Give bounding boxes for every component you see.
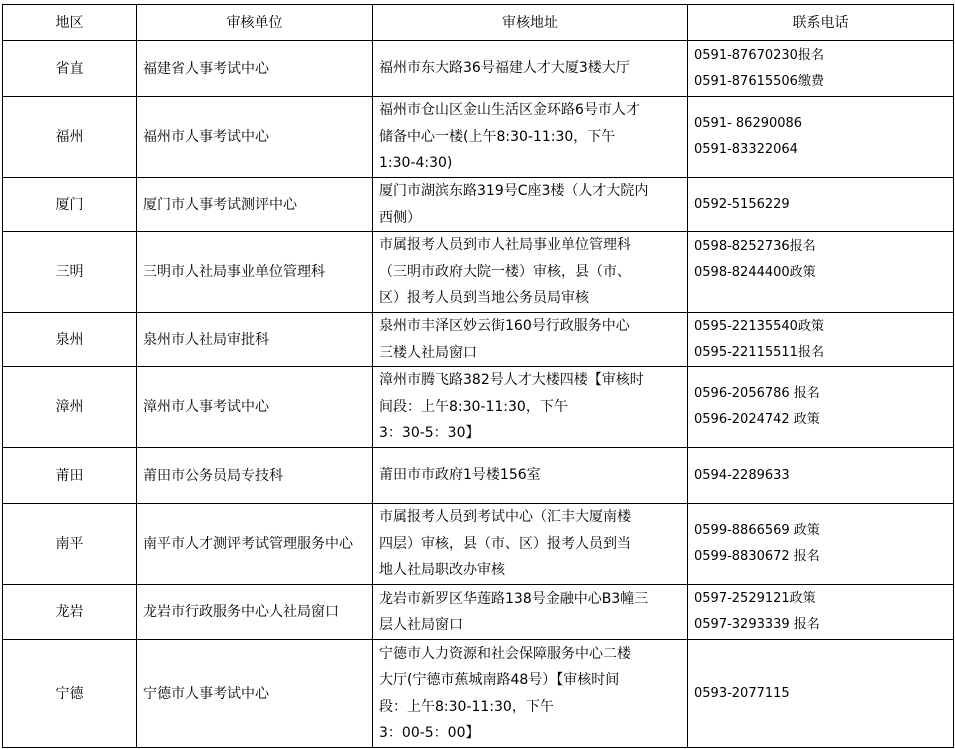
- unit-cell: [137, 504, 373, 585]
- review-contact-table: [2, 4, 954, 748]
- table-row: [3, 313, 954, 367]
- address-line: 福州市东大路36号福建人才大厦3楼大厅: [379, 60, 630, 77]
- address-line: 宁德市人力资源和社会保障服务中心二楼: [379, 645, 631, 662]
- unit-cell: 龙岩市行政服务中心人社局窗口: [137, 585, 373, 640]
- header-region: 地区: [3, 5, 137, 41]
- unit-cell: 泉州市人社局审批科: [137, 313, 373, 367]
- region-cell: 龙岩: [3, 585, 137, 640]
- address-line: 福州市仓山区金山生活区金环路6号市人才: [379, 102, 640, 119]
- phone-line: 0591- 86290086: [694, 116, 803, 131]
- address-line: 储备中心一楼(上午8:30-11:30，下午: [379, 128, 616, 145]
- region-cell: 南平: [3, 504, 137, 585]
- address-line: 层人社局窗口: [379, 617, 463, 633]
- table-row: [3, 448, 954, 504]
- phone-cell: [688, 448, 954, 504]
- phone-line: 0597-2529121政策: [694, 591, 816, 606]
- address-cell: [373, 585, 688, 640]
- address-line: 3：00-5：00】: [379, 725, 480, 741]
- unit-cell: 莆田市公务员局专技科: [137, 448, 373, 504]
- address-cell: [373, 367, 688, 448]
- phone-cell: [688, 313, 954, 367]
- address-line: 市属报考人员到考试中心（汇丰大厦南楼: [379, 509, 631, 526]
- table-row: [3, 367, 954, 448]
- address-line: 泉州市丰泽区妙云街160号行政服务中心: [379, 318, 630, 334]
- phone-line: 0595-22115511报名: [694, 344, 824, 360]
- address-line: 厦门市湖滨东路319号C座3楼（人才大院内: [379, 183, 649, 199]
- address-line: 段：上午8:30-11:30，下午: [379, 698, 554, 715]
- table-header-row: [3, 5, 954, 41]
- address-line: 1:30-4:30): [379, 155, 453, 172]
- header-phone: 联系电话: [688, 5, 954, 41]
- phone-cell: [688, 640, 954, 748]
- address-line: 三楼人社局窗口: [379, 344, 477, 361]
- phone-line: 0591-83322064: [694, 142, 798, 157]
- unit-cell: 三明市人社局事业单位管理科: [137, 232, 373, 313]
- region-cell: 漳州: [3, 367, 137, 448]
- phone-line: 0596-2056786 报名: [694, 386, 820, 401]
- phone-line: 0594-2289633: [694, 467, 790, 483]
- region-cell: 福州: [3, 97, 137, 178]
- address-line: 市属报考人员到市人社局事业单位管理科: [379, 237, 631, 254]
- address-line: 龙岩市新罗区华莲路138号金融中心B3幢三: [379, 590, 649, 607]
- phone-cell: [688, 41, 954, 97]
- unit-cell: 福州市人事考试中心: [137, 97, 373, 178]
- phone-cell: [688, 232, 954, 313]
- header-unit: 审核单位: [137, 5, 373, 41]
- phone-line: 0599-8866569 政策: [694, 523, 820, 538]
- phone-line: 0591-87615506缴费: [694, 73, 824, 89]
- region-cell: 宁德: [3, 640, 137, 748]
- address-line: 区）报考人员到当地公务员局审核: [379, 290, 589, 307]
- address-cell: [373, 41, 688, 97]
- phone-line: 0597-3293339 报名: [694, 617, 820, 632]
- table-row: [3, 585, 954, 640]
- phone-cell: [688, 585, 954, 640]
- address-line: 漳州市腾飞路382号人才大楼四楼【审核时: [379, 372, 644, 389]
- address-line: 地人社局职改办审核: [379, 562, 505, 579]
- address-cell: [373, 448, 688, 504]
- phone-cell: [688, 178, 954, 232]
- phone-cell: [688, 504, 954, 585]
- table-row: [3, 178, 954, 232]
- address-line: 间段：上午8:30-11:30，下午: [379, 398, 568, 415]
- address-line: 大厅(宁德市蕉城南路48号）【审核时间: [379, 672, 620, 688]
- phone-line: 0598-8244400政策: [694, 265, 816, 280]
- table-row: [3, 97, 954, 178]
- address-line: （三明市政府大院一楼）审核，县（市、: [379, 263, 631, 280]
- phone-line: 0599-8830672 报名: [694, 549, 820, 564]
- address-cell: [373, 97, 688, 178]
- phone-cell: [688, 97, 954, 178]
- unit-cell: 厦门市人事考试测评中心: [137, 178, 373, 232]
- address-cell: [373, 313, 688, 367]
- unit-cell: 福建省人事考试中心: [137, 41, 373, 97]
- phone-line: 0598-8252736报名: [694, 239, 816, 254]
- region-cell: 泉州: [3, 313, 137, 367]
- address-line: 四层）审核，县（市、区）报考人员到当: [379, 535, 631, 552]
- phone-cell: [688, 367, 954, 448]
- region-cell: 省直: [3, 41, 137, 97]
- phone-line: 0596-2024742 政策: [694, 412, 820, 427]
- phone-line: 0595-22135540政策: [694, 318, 824, 334]
- table-row: [3, 232, 954, 313]
- address-line: 西侧）: [379, 209, 421, 226]
- region-cell: 莆田: [3, 448, 137, 504]
- address-cell: [373, 504, 688, 585]
- table-row: [3, 640, 954, 748]
- address-cell: [373, 232, 688, 313]
- unit-cell: 漳州市人事考试中心: [137, 367, 373, 448]
- address-cell: [373, 178, 688, 232]
- phone-line: 0593-2077115: [694, 685, 790, 701]
- unit-text: 南平市人才测评考试管理服务中心: [143, 535, 353, 552]
- phone-line: 0591-87670230报名: [694, 47, 824, 63]
- region-cell: 厦门: [3, 178, 137, 232]
- unit-cell: 宁德市人事考试中心: [137, 640, 373, 748]
- address-line: 莆田市市政府1号楼156室: [379, 467, 541, 484]
- phone-line: 0592-5156229: [694, 196, 790, 212]
- region-cell: 三明: [3, 232, 137, 313]
- table-row: [3, 504, 954, 585]
- address-line: 3：30-5：30】: [379, 425, 480, 442]
- table-row: [3, 41, 954, 97]
- header-address: 审核地址: [373, 5, 688, 41]
- address-cell: [373, 640, 688, 748]
